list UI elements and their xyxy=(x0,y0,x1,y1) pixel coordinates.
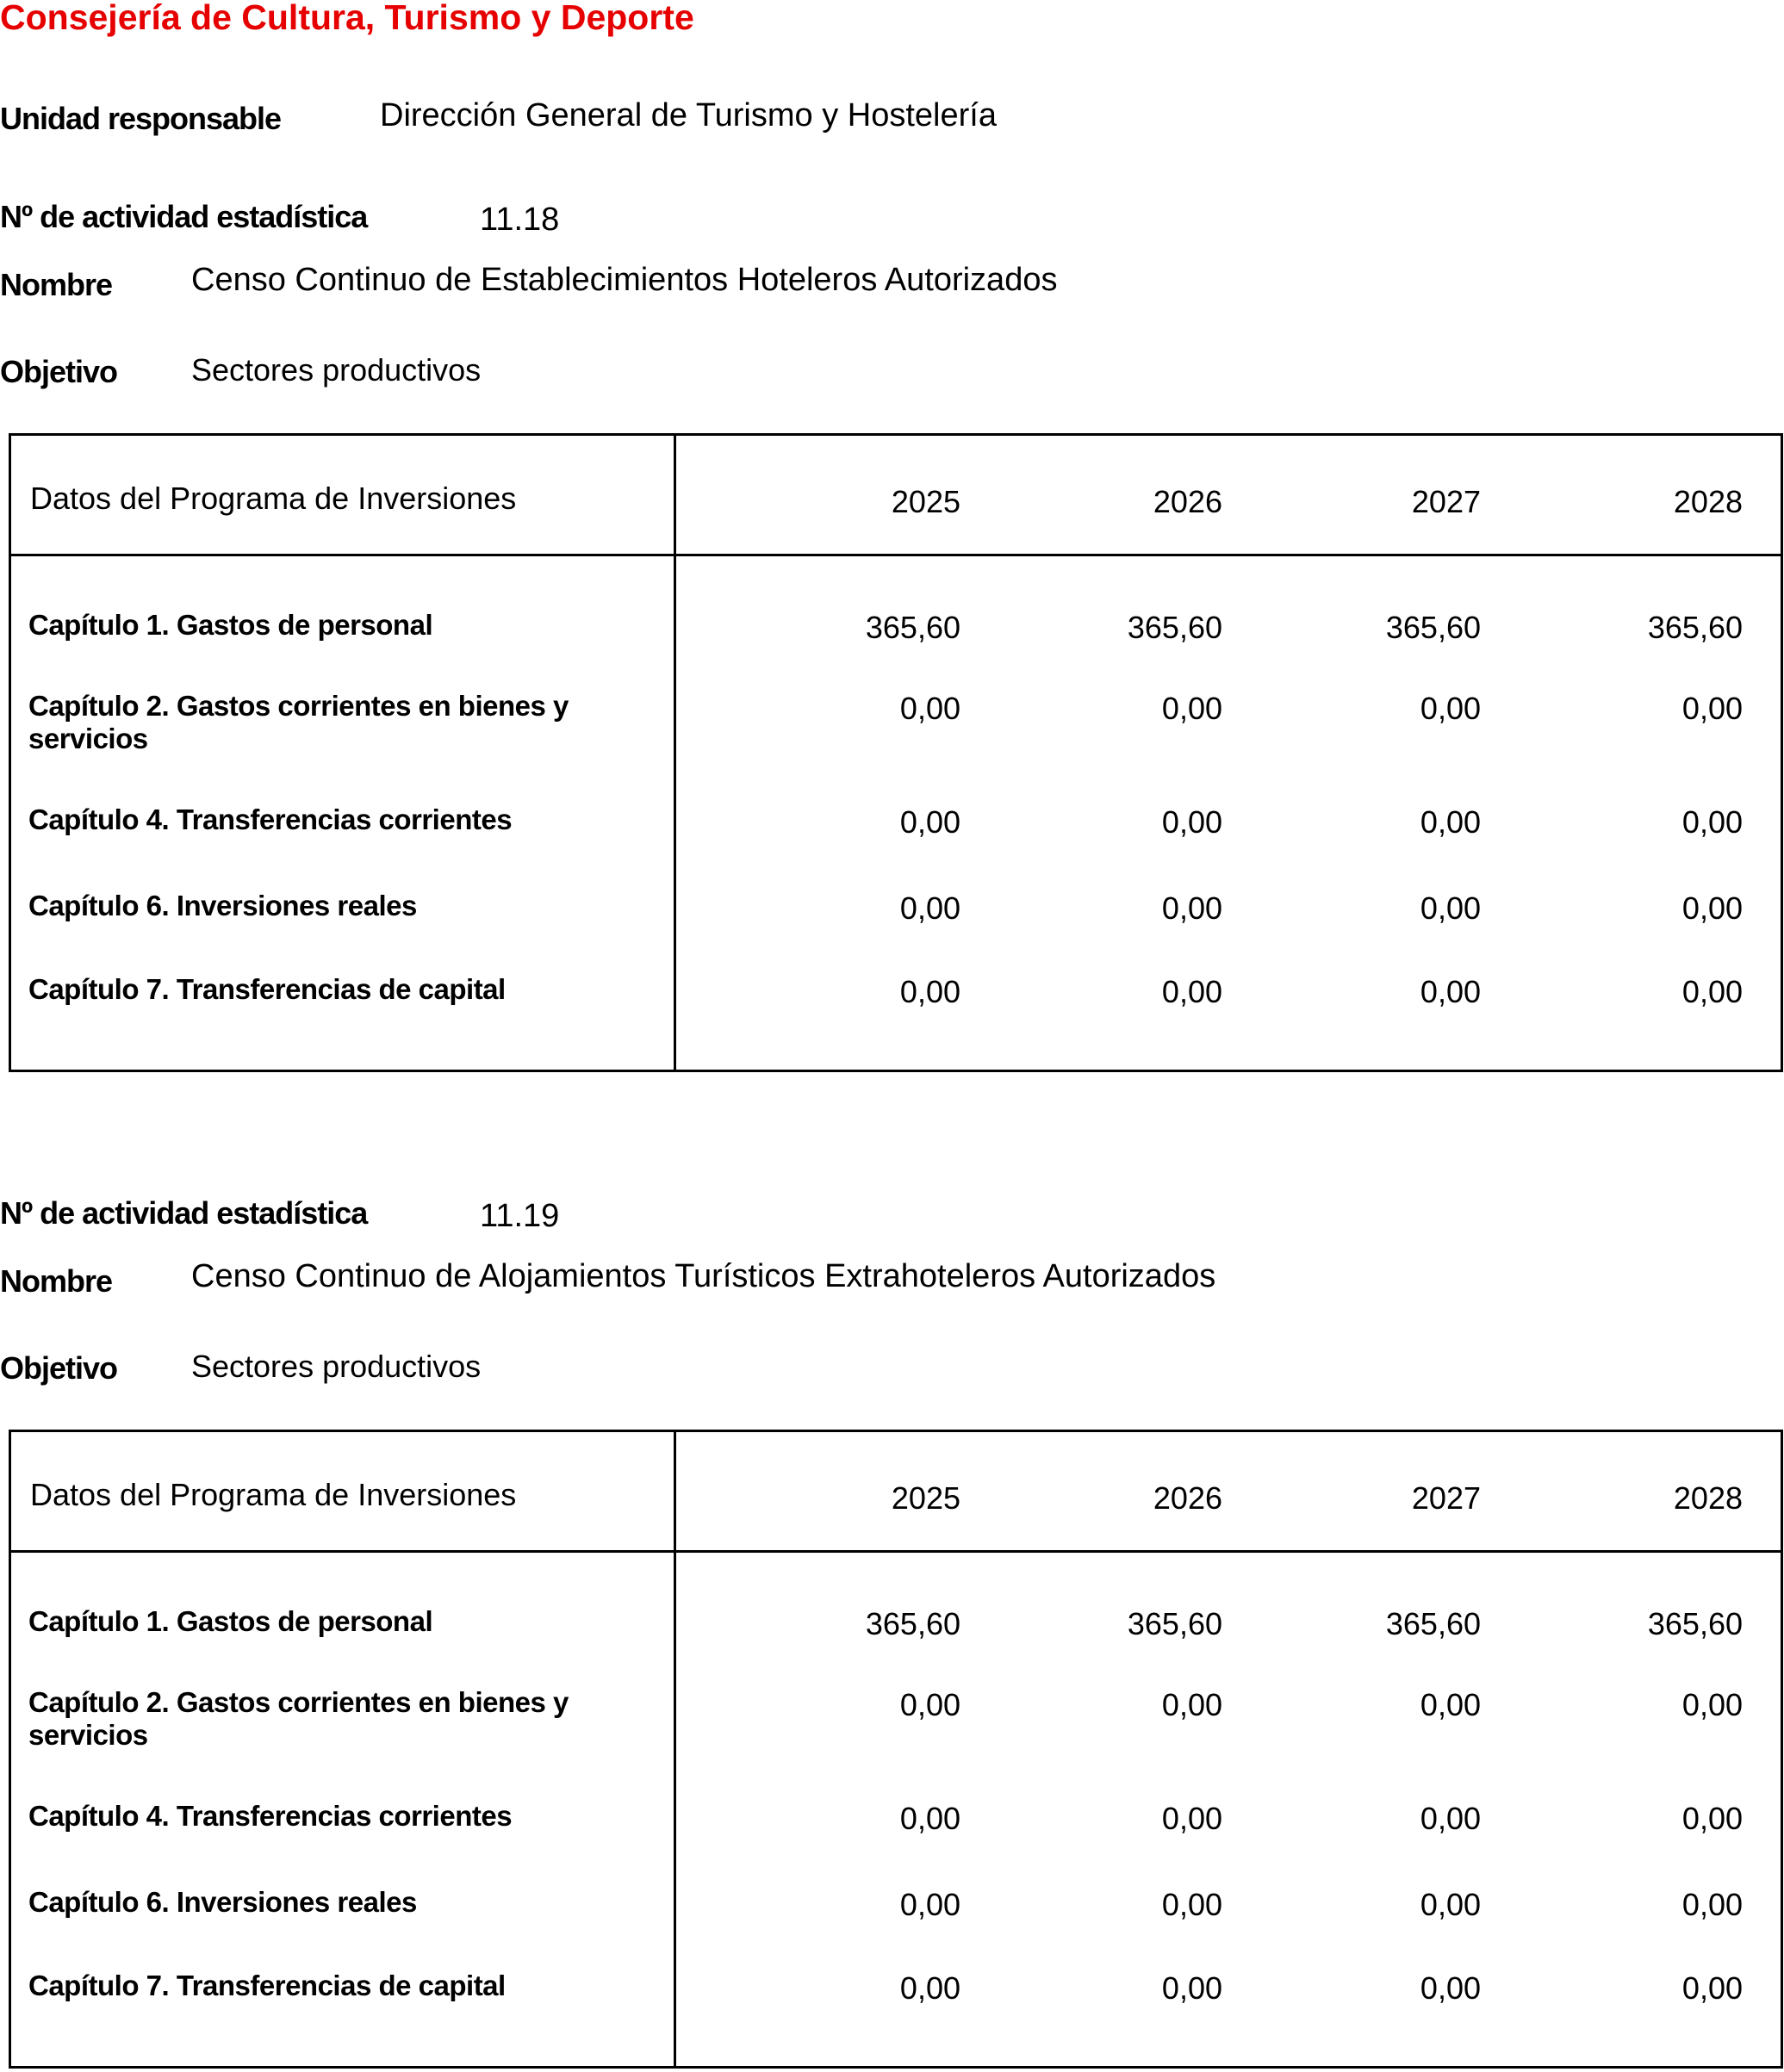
nombre-value: Censo Continuo de Alojamientos Turísticos Extrahoteleros Autorizados xyxy=(191,1258,1216,1294)
activity-number-label: Nº de actividad estadística xyxy=(0,199,368,234)
cell: 0,00 xyxy=(1420,974,1481,1009)
row-label-cap2: Capítulo 2. Gastos corrientes en bienes y servicios xyxy=(28,1686,569,1751)
unidad-value: Dirección General de Turismo y Hostelería xyxy=(380,97,997,133)
cell: 365,60 xyxy=(865,1606,960,1641)
cell: 0,00 xyxy=(899,1887,960,1922)
cell: 0,00 xyxy=(1681,1970,1743,2006)
cell: 365,60 xyxy=(1647,610,1743,645)
objetivo-value: Sectores productivos xyxy=(191,1349,482,1384)
activity-number-label: Nº de actividad estadística xyxy=(0,1195,368,1231)
nombre-label: Nombre xyxy=(0,1263,113,1299)
table-header-title: Datos del Programa de Inversiones xyxy=(30,1477,517,1512)
cell: 0,00 xyxy=(1420,1970,1481,2006)
year-header-2026: 2026 xyxy=(1153,1480,1222,1516)
row-label-cap1: Capítulo 1. Gastos de personal xyxy=(28,1605,433,1637)
year-header-2027: 2027 xyxy=(1411,1480,1481,1516)
cell: 0,00 xyxy=(1681,890,1743,926)
cell: 0,00 xyxy=(1161,1687,1222,1722)
year-header-2026: 2026 xyxy=(1153,484,1222,519)
cell: 0,00 xyxy=(1161,1801,1222,1836)
cell: 0,00 xyxy=(1420,1801,1481,1836)
cell: 0,00 xyxy=(1161,1970,1222,2006)
cell: 0,00 xyxy=(1681,1887,1743,1922)
cell: 365,60 xyxy=(1127,1606,1222,1641)
cell: 0,00 xyxy=(1681,1687,1743,1722)
cell: 0,00 xyxy=(1420,691,1481,726)
cell: 0,00 xyxy=(1161,691,1222,726)
cell: 365,60 xyxy=(865,610,960,645)
cell: 0,00 xyxy=(899,1687,960,1722)
cell: 0,00 xyxy=(1161,1887,1222,1922)
year-header-2025: 2025 xyxy=(891,1480,960,1516)
row-label-cap6: Capítulo 6. Inversiones reales xyxy=(28,890,417,921)
cell: 0,00 xyxy=(1161,890,1222,926)
cell: 0,00 xyxy=(1420,1687,1481,1722)
row-label-cap7: Capítulo 7. Transferencias de capital xyxy=(28,1970,506,2001)
cell: 0,00 xyxy=(1420,890,1481,926)
cell: 0,00 xyxy=(899,1801,960,1836)
cell: 0,00 xyxy=(899,1970,960,2006)
nombre-value: Censo Continuo de Establecimientos Hoteleros Autorizados xyxy=(191,262,1058,298)
table-header-title: Datos del Programa de Inversiones xyxy=(30,481,517,516)
investment-table xyxy=(9,433,1783,1072)
cell: 365,60 xyxy=(1647,1606,1743,1641)
objetivo-value: Sectores productivos xyxy=(191,352,482,388)
year-header-2025: 2025 xyxy=(891,484,960,519)
cell: 0,00 xyxy=(1681,974,1743,1009)
row-label-cap7: Capítulo 7. Transferencias de capital xyxy=(28,973,506,1005)
department-title: Consejería de Cultura, Turismo y Deporte xyxy=(0,0,694,37)
investment-table xyxy=(9,1430,1783,2069)
row-label-cap2: Capítulo 2. Gastos corrientes en bienes y servicios xyxy=(28,690,569,754)
year-header-2028: 2028 xyxy=(1673,1480,1743,1516)
activity-block-1 xyxy=(0,0,1784,1009)
unidad-label: Unidad responsable xyxy=(0,101,282,136)
row-label-cap6: Capítulo 6. Inversiones reales xyxy=(28,1886,417,1918)
cell: 0,00 xyxy=(1420,1887,1481,1922)
cell: 0,00 xyxy=(1420,804,1481,840)
objetivo-label: Objetivo xyxy=(0,354,118,389)
cell: 365,60 xyxy=(1385,1606,1481,1641)
row-label-cap4: Capítulo 4. Transferencias corrientes xyxy=(28,1800,513,1832)
cell: 365,60 xyxy=(1127,610,1222,645)
year-header-2027: 2027 xyxy=(1411,484,1481,519)
cell: 0,00 xyxy=(899,974,960,1009)
cell: 0,00 xyxy=(1681,1801,1743,1836)
nombre-label: Nombre xyxy=(0,267,113,302)
activity-number: 11.19 xyxy=(480,1198,560,1234)
activity-block-2 xyxy=(0,996,1784,2006)
cell: 0,00 xyxy=(1161,804,1222,840)
row-label-cap4: Capítulo 4. Transferencias corrientes xyxy=(28,803,513,835)
activity-number: 11.18 xyxy=(480,202,560,238)
cell: 0,00 xyxy=(899,691,960,726)
cell: 365,60 xyxy=(1385,610,1481,645)
cell: 0,00 xyxy=(1681,691,1743,726)
year-header-2028: 2028 xyxy=(1673,484,1743,519)
cell: 0,00 xyxy=(1681,804,1743,840)
cell: 0,00 xyxy=(899,890,960,926)
row-label-cap1: Capítulo 1. Gastos de personal xyxy=(28,609,433,641)
cell: 0,00 xyxy=(899,804,960,840)
cell: 0,00 xyxy=(1161,974,1222,1009)
objetivo-label: Objetivo xyxy=(0,1350,118,1386)
